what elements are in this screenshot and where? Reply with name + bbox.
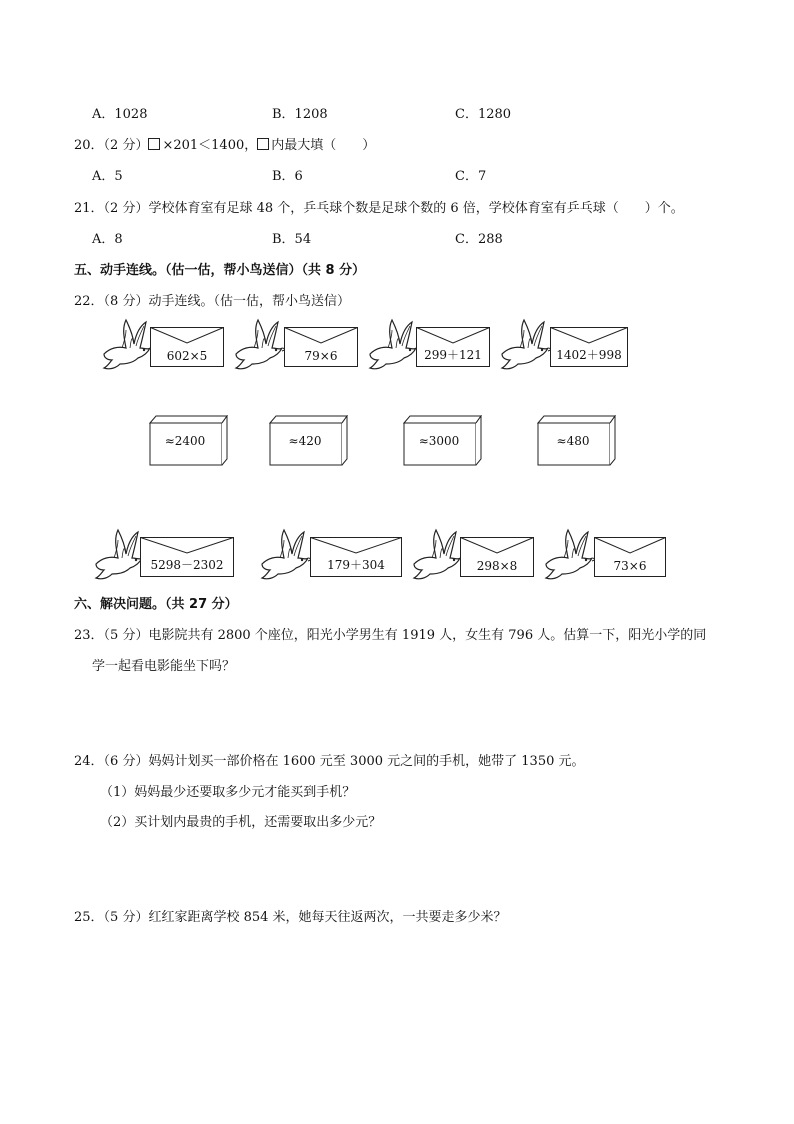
- q20-text-a: ×201＜1400，: [162, 138, 258, 153]
- mailbox-label: ≈420: [288, 434, 322, 448]
- mailbox[interactable]: [534, 415, 616, 467]
- option-c: C．1280: [455, 107, 512, 122]
- option-c: C．7: [455, 169, 487, 184]
- q20-number: 20．: [74, 138, 104, 153]
- option-c: C．288: [455, 232, 503, 247]
- mailbox-label: ≈3000: [418, 434, 460, 448]
- dove-icon: [542, 528, 598, 582]
- envelope[interactable]: [594, 537, 666, 577]
- dove-icon: [498, 318, 554, 372]
- question-20: [74, 134, 375, 153]
- envelope[interactable]: [550, 327, 628, 367]
- question-24-sub2: （2）买计划内最贵的手机，还需要取出多少元？: [100, 815, 382, 830]
- envelope-label: 5298－2302: [150, 558, 224, 572]
- envelope-label: 73×6: [613, 559, 647, 573]
- question-25: 25．（5 分）红红家距离学校 854 米，她每天往返两次，一共要走多少米？: [74, 910, 507, 925]
- mailbox-label: ≈2400: [164, 434, 206, 448]
- dove-icon: [410, 528, 466, 582]
- envelope-label: 79×6: [304, 349, 338, 363]
- envelope[interactable]: [284, 327, 358, 367]
- mailbox[interactable]: [400, 415, 482, 467]
- option-a: A．1028: [92, 107, 148, 122]
- envelope[interactable]: [460, 537, 534, 577]
- mailbox-label: ≈480: [556, 434, 590, 448]
- blank-box-icon: [148, 138, 160, 150]
- section-5-title: 五、动手连线。（估一估，帮小鸟送信）（共 8 分）: [74, 263, 366, 278]
- option-b: B．1208: [272, 107, 328, 122]
- dove-icon: [232, 318, 288, 372]
- envelope-label: 179＋304: [327, 558, 385, 572]
- option-a: A．8: [92, 232, 123, 247]
- q20-score: （2 分）: [103, 138, 149, 153]
- envelope[interactable]: [310, 537, 402, 577]
- option-a: A．5: [92, 169, 123, 184]
- option-b: B．54: [272, 232, 312, 247]
- blank-box-icon: [257, 138, 269, 150]
- envelope[interactable]: [150, 327, 224, 367]
- mailbox[interactable]: [266, 415, 348, 467]
- option-b: B．6: [272, 169, 303, 184]
- envelope-label: 602×5: [166, 349, 208, 363]
- question-22: 22．（8 分）动手连线。（估一估，帮小鸟送信）: [74, 294, 350, 309]
- question-23-line2: 学一起看电影能坐下吗？: [92, 659, 236, 674]
- section-6-title: 六、解决问题。（共 27 分）: [74, 597, 238, 612]
- dove-icon: [100, 318, 156, 372]
- question-24-sub1: （1）妈妈最少还要取多少元才能买到手机？: [100, 785, 356, 800]
- question-24: 24．（6 分）妈妈计划买一部价格在 1600 元至 3000 元之间的手机，她带了 1350 元。: [74, 754, 585, 769]
- q20-text-b: 内最大填（ ）: [271, 138, 376, 153]
- dove-icon: [258, 528, 314, 582]
- question-21: 21．（2 分）学校体育室有足球 48 个，乒乓球个数是足球个数的 6 倍，学校体育室有乒乓球（ ）个。: [74, 201, 684, 216]
- question-23-line1: 23．（5 分）电影院共有 2800 个座位，阳光小学男生有 1919 人，女生有 796 人。估算一下，阳光小学的同: [74, 628, 707, 643]
- envelope-label: 298×8: [476, 559, 518, 573]
- dove-icon: [366, 318, 422, 372]
- envelope[interactable]: [416, 327, 490, 367]
- envelope-label: 1402＋998: [556, 348, 622, 362]
- envelope[interactable]: [140, 537, 234, 577]
- envelope-label: 299＋121: [424, 348, 482, 362]
- mailbox[interactable]: [146, 415, 228, 467]
